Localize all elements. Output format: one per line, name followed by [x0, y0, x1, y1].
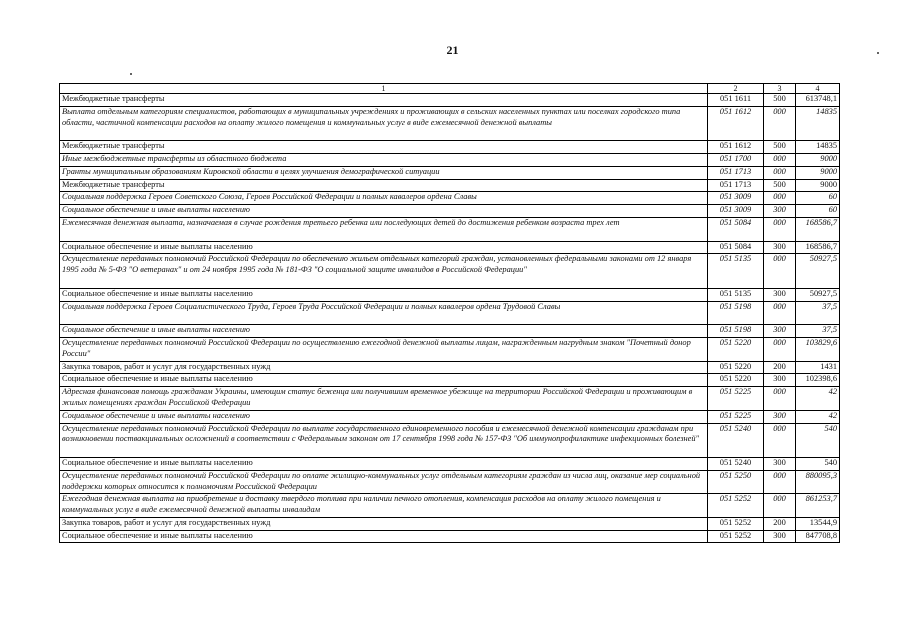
row-target-code: 051 5198 [708, 301, 764, 325]
row-amount: 14835 [796, 141, 840, 154]
row-target-code: 051 5135 [708, 254, 764, 288]
row-description: Гранты муниципальным образованиям Кировской области в целях улучшения демографической ситуации [60, 166, 708, 179]
row-amount: 168586,7 [796, 241, 840, 254]
row-expense-type: 500 [764, 179, 796, 192]
row-expense-type: 300 [764, 241, 796, 254]
scan-speck [877, 52, 879, 54]
row-expense-type: 000 [764, 254, 796, 288]
table-row [60, 141, 840, 154]
row-amount: 847708,8 [796, 530, 840, 543]
row-expense-type: 000 [764, 301, 796, 325]
row-amount: 42 [796, 410, 840, 423]
row-description: Межбюджетные трансферты [60, 94, 708, 107]
row-amount: 37,5 [796, 325, 840, 338]
row-expense-type: 000 [764, 166, 796, 179]
row-amount: 9000 [796, 179, 840, 192]
row-expense-type: 000 [764, 470, 796, 494]
row-target-code: 051 5225 [708, 387, 764, 411]
row-expense-type: 000 [764, 337, 796, 361]
row-amount: 1431 [796, 361, 840, 374]
row-description: Социальное обеспечение и иные выплаты населению [60, 374, 708, 387]
table-row [60, 254, 840, 288]
row-target-code: 051 5084 [708, 241, 764, 254]
row-target-code: 051 5225 [708, 410, 764, 423]
row-target-code: 051 5240 [708, 457, 764, 470]
row-expense-type: 200 [764, 361, 796, 374]
row-amount: 9000 [796, 166, 840, 179]
row-expense-type: 200 [764, 517, 796, 530]
row-description: Социальная поддержка Героев Социалистического Труда, Героев Труда Российской Федерации и полных кавалеров ордена Трудовой Славы [60, 301, 708, 325]
row-expense-type: 500 [764, 94, 796, 107]
row-description: Социальное обеспечение и иные выплаты населению [60, 410, 708, 423]
row-target-code: 051 1611 [708, 94, 764, 107]
row-target-code: 051 5250 [708, 470, 764, 494]
table-row [60, 361, 840, 374]
table-row [60, 179, 840, 192]
row-description: Социальное обеспечение и иные выплаты населению [60, 241, 708, 254]
row-amount: 880095,3 [796, 470, 840, 494]
row-amount: 102398,6 [796, 374, 840, 387]
row-expense-type: 000 [764, 106, 796, 140]
table-row [60, 94, 840, 107]
row-target-code: 051 1612 [708, 106, 764, 140]
table-row [60, 494, 840, 518]
row-target-code: 051 5252 [708, 530, 764, 543]
row-target-code: 051 5084 [708, 217, 764, 241]
table-row [60, 166, 840, 179]
row-amount: 540 [796, 423, 840, 457]
table-row [60, 301, 840, 325]
table-row [60, 241, 840, 254]
row-amount: 613748,1 [796, 94, 840, 107]
table-row [60, 410, 840, 423]
table-row [60, 374, 840, 387]
row-expense-type: 000 [764, 217, 796, 241]
row-expense-type: 300 [764, 530, 796, 543]
row-description: Осуществление переданных полномочий Российской Федерации по выплате государственного единовременного пособия и ежемесячной денежной компенсации гражданам при возникновении поствакцинальных осложнений в соответствии с Федеральным законом от 17 сентября 1998 года № 157-ФЗ "Об иммунопрофилактике инфекционных болезней" [60, 423, 708, 457]
row-expense-type: 500 [764, 141, 796, 154]
row-description: Осуществление переданных полномочий Российской Федерации по обеспечению жильем отдельных категорий граждан, установленных федеральными законами от 12 января 1995 года № 5-ФЗ "О ветеранах" и от 24 ноября 1995 года № 181-ФЗ "О социальной защите инвалидов в Российской Федерации" [60, 254, 708, 288]
row-expense-type: 000 [764, 423, 796, 457]
row-expense-type: 000 [764, 153, 796, 166]
row-expense-type: 300 [764, 205, 796, 218]
row-amount: 13544,9 [796, 517, 840, 530]
table-row [60, 325, 840, 338]
row-description: Ежегодная денежная выплата на приобретение и доставку твердого топлива при наличии печного отопления, компенсация расходов на оплату жилого помещения и коммунальных услуг в виде ежемесячной денежной выплаты инвалидам [60, 494, 708, 518]
row-target-code: 051 1700 [708, 153, 764, 166]
row-target-code: 051 5135 [708, 288, 764, 301]
table-row [60, 470, 840, 494]
row-amount: 168586,7 [796, 217, 840, 241]
row-amount: 540 [796, 457, 840, 470]
row-description: Осуществление переданных полномочий Российской Федерации по оплате жилищно-коммунальных услуг отдельным категориям граждан из числа лиц, оказание мер социальной поддержки которых относится к полномочиям Российской Федерации [60, 470, 708, 494]
row-amount: 861253,7 [796, 494, 840, 518]
row-description: Социальное обеспечение и иные выплаты населению [60, 457, 708, 470]
row-target-code: 051 3009 [708, 192, 764, 205]
row-target-code: 051 1713 [708, 166, 764, 179]
row-amount: 9000 [796, 153, 840, 166]
column-header: 1 [60, 84, 708, 94]
row-description: Межбюджетные трансферты [60, 141, 708, 154]
table-row [60, 457, 840, 470]
row-amount: 37,5 [796, 301, 840, 325]
row-amount: 103829,6 [796, 337, 840, 361]
table-row [60, 288, 840, 301]
row-expense-type: 300 [764, 288, 796, 301]
row-description: Социальное обеспечение и иные выплаты населению [60, 288, 708, 301]
row-description: Ежемесячная денежная выплата, назначаемая в случае рождения третьего ребенка или последующих детей до достижения ребенком возраста трех лет [60, 217, 708, 241]
table-body [60, 94, 840, 543]
row-target-code: 051 5252 [708, 494, 764, 518]
row-target-code: 051 5220 [708, 374, 764, 387]
page-number: 21 [446, 43, 459, 57]
row-description: Закупка товаров, работ и услуг для государственных нужд [60, 361, 708, 374]
row-expense-type: 300 [764, 457, 796, 470]
budget-table [59, 83, 840, 543]
row-amount: 42 [796, 387, 840, 411]
table-row [60, 530, 840, 543]
table-row [60, 153, 840, 166]
row-description: Межбюджетные трансферты [60, 179, 708, 192]
column-header: 2 [708, 84, 764, 94]
row-amount: 50927,5 [796, 254, 840, 288]
row-description: Социальное обеспечение и иные выплаты населению [60, 325, 708, 338]
row-target-code: 051 5220 [708, 337, 764, 361]
row-description: Социальная поддержка Героев Советского Союза, Героев Российской Федерации и полных кавалеров ордена Славы [60, 192, 708, 205]
table-row [60, 205, 840, 218]
row-target-code: 051 5198 [708, 325, 764, 338]
table-row [60, 106, 840, 140]
table-row [60, 337, 840, 361]
row-target-code: 051 5220 [708, 361, 764, 374]
row-description: Иные межбюджетные трансферты из областного бюджета [60, 153, 708, 166]
row-description: Осуществление переданных полномочий Российской Федерации по осуществлению ежегодной денежной выплаты лицам, награжденным нагрудным знаком "Почетный донор России" [60, 337, 708, 361]
table-row [60, 387, 840, 411]
table-row [60, 217, 840, 241]
row-target-code: 051 1612 [708, 141, 764, 154]
column-header: 4 [796, 84, 840, 94]
row-expense-type: 300 [764, 374, 796, 387]
row-description: Социальное обеспечение и иные выплаты населению [60, 205, 708, 218]
header-row [60, 84, 840, 94]
table-row [60, 423, 840, 457]
row-description: Социальное обеспечение и иные выплаты населению [60, 530, 708, 543]
row-target-code: 051 3009 [708, 205, 764, 218]
table-row [60, 517, 840, 530]
row-target-code: 051 1713 [708, 179, 764, 192]
row-target-code: 051 5252 [708, 517, 764, 530]
table-row [60, 192, 840, 205]
row-expense-type: 000 [764, 494, 796, 518]
row-expense-type: 300 [764, 410, 796, 423]
row-target-code: 051 5240 [708, 423, 764, 457]
row-amount: 60 [796, 192, 840, 205]
row-description: Закупка товаров, работ и услуг для государственных нужд [60, 517, 708, 530]
row-amount: 14835 [796, 106, 840, 140]
row-expense-type: 000 [764, 192, 796, 205]
row-amount: 50927,5 [796, 288, 840, 301]
row-expense-type: 000 [764, 387, 796, 411]
row-amount: 60 [796, 205, 840, 218]
row-description: Адресная финансовая помощь гражданам Украины, имеющим статус беженца или получившим временное убежище на территории Российской Федерации и проживающим в жилых помещениях граждан Российской Федерации [60, 387, 708, 411]
row-expense-type: 300 [764, 325, 796, 338]
scan-speck [130, 73, 132, 75]
row-description: Выплата отдельным категориям специалистов, работающих в муниципальных учреждениях и проживающих в сельских населенных пунктах или поселках городского типа области, частичной компенсации расходов на оплату жилого помещения и коммунальных услуг в виде ежемесячной денежной выплаты [60, 106, 708, 140]
column-header: 3 [764, 84, 796, 94]
